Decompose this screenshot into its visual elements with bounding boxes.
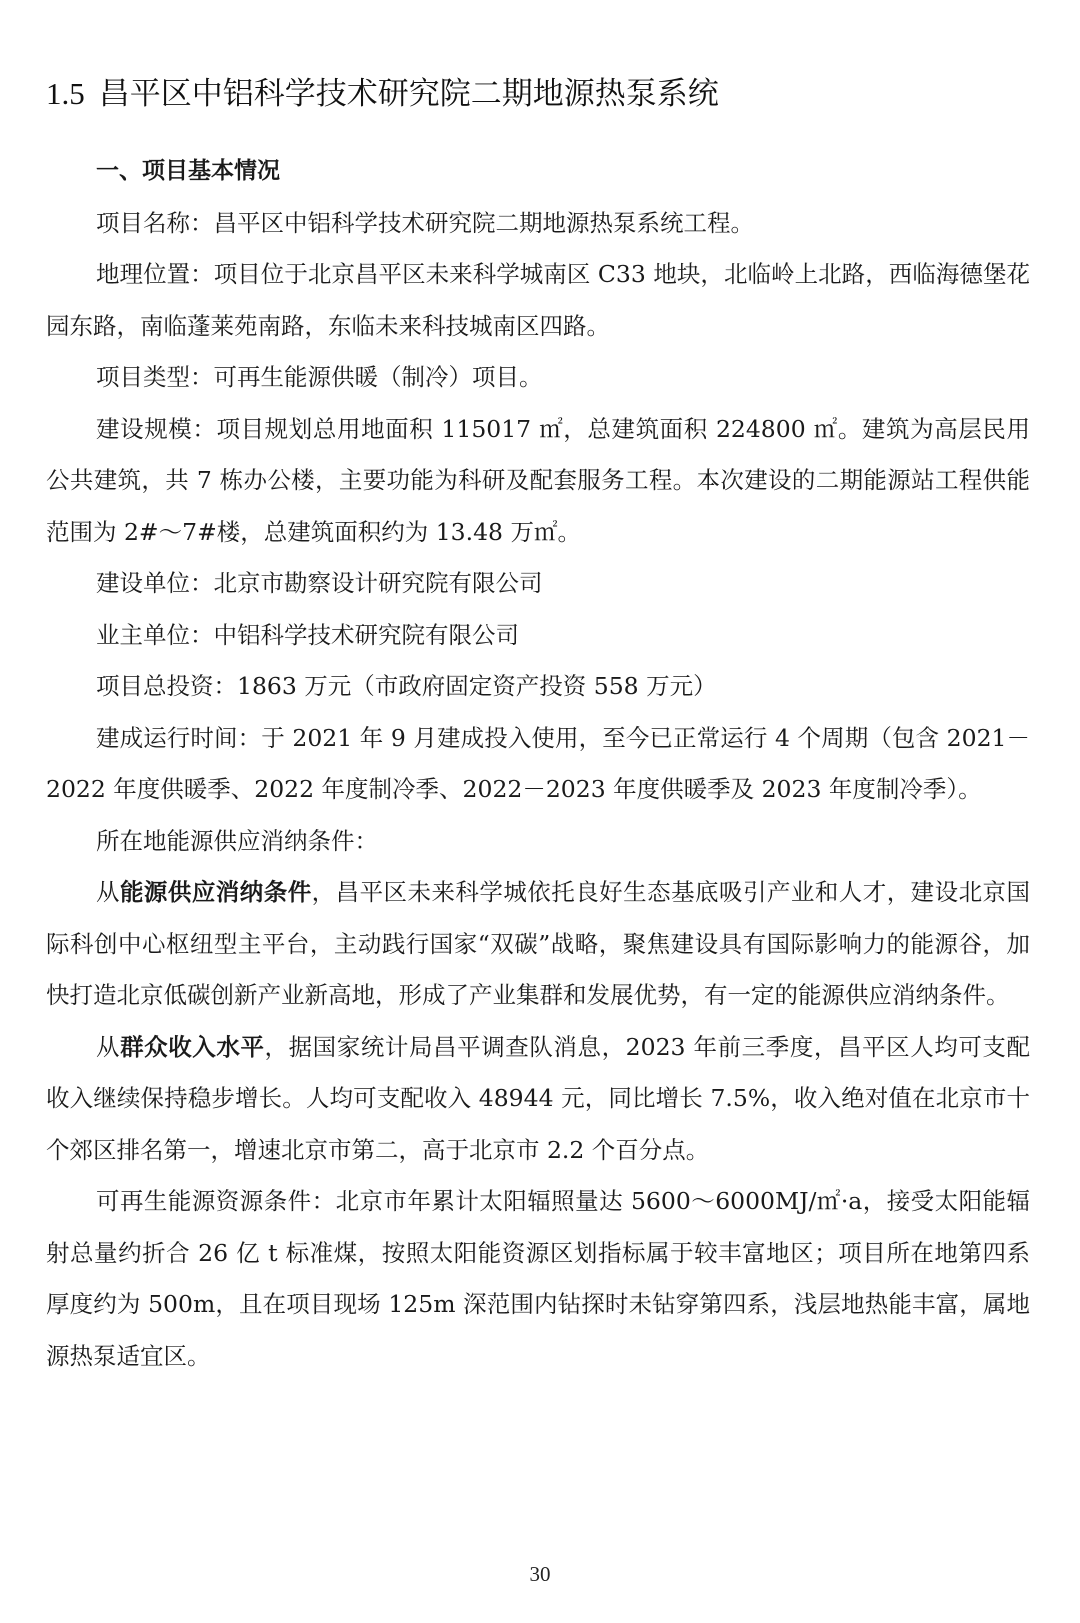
paragraph-renewable: 可再生能源资源条件：北京市年累计太阳辐照量达 5600～6000MJ/㎡·a，接受太阳能辐射总量约折合 26 亿 t 标准煤，按照太阳能资源区划指标属于较丰富地区；项目所在地第四系厚度约为 500m，且在项目现场 125m 深范围内钻探时未钻穿第四系，浅层地热能丰富，属地源热泵适宜区。 [46,1187,1030,1370]
paragraph-builder: 建设单位：北京市勘察设计研究院有限公司 [96,569,543,597]
paragraph-location: 地理位置：项目位于北京昌平区未来科学城南区 C33 地块，北临岭上北路，西临海德堡花园东路，南临蓬莱苑南路，东临未来科技城南区四路。 [46,260,1030,340]
section-title-text: 昌平区中铝科学技术研究院二期地源热泵系统 [98,76,719,112]
paragraph-conditions-label: 所在地能源供应消纳条件： [96,826,378,855]
income-keyword: 群众收入水平 [120,1032,265,1061]
paragraph-owner: 业主单位：中铝科学技术研究院有限公司 [96,620,519,649]
energy-supply-prefix: 从 [96,878,120,906]
paragraph-project-name: 项目名称：昌平区中铝科学技术研究院二期地源热泵系统工程。 [96,208,754,237]
paragraph-scale: 建设规模：项目规划总用地面积 115017 ㎡，总建筑面积 224800 ㎡。建筑为高层民用公共建筑，共 7 栋办公楼，主要功能为科研及配套服务工程。本次建设的二期能源站工程供能范围为 2#～7#楼，总建筑面积约为 13.48 万㎡。 [46,414,1030,546]
section-heading: 一、项目基本情况 [96,158,280,184]
income-prefix: 从 [96,1032,121,1061]
document-body [46,146,1030,1382]
section-number: 1.5 [46,76,85,111]
energy-supply-keyword: 能源供应消纳条件 [119,878,312,906]
paragraph-project-type: 项目类型：可再生能源供暖（制冷）项目。 [96,363,543,391]
paragraph-income [46,1022,1030,1177]
income-text: ，据国家统计局昌平调查队消息，2023 年前三季度，昌平区人均可支配收入继续保持稳步增长。人均可支配收入 48944 元，同比增长 7.5%，收入绝对值在北京市十个郊区排名第一，增速北京市第二，高于北京市 2.2 个百分点。 [46,1032,1030,1164]
paragraph-investment: 项目总投资：1863 万元（市政府固定资产投资 558 万元） [96,672,717,700]
energy-supply-text: ，昌平区未来科学城依托良好生态基底吸引产业和人才，建设北京国际科创中心枢纽型主平台，主动践行国家“双碳”战略，聚焦建设具有国际影响力的能源谷，加快打造北京低碳创新产业新高地，形成了产业集群和发展优势，有一定的能源供应消纳条件。 [46,878,1031,1009]
paragraph-energy-supply [46,867,1030,1022]
section-title [46,72,719,116]
paragraph-operation: 建成运行时间：于 2021 年 9 月建成投入使用，至今已正常运行 4 个周期（包含 2021－2022 年度供暖季、2022 年度制冷季、2022－2023 年度供暖季及 2023 年度制冷季）。 [46,723,1030,803]
page-number: 30 [529,1562,551,1586]
